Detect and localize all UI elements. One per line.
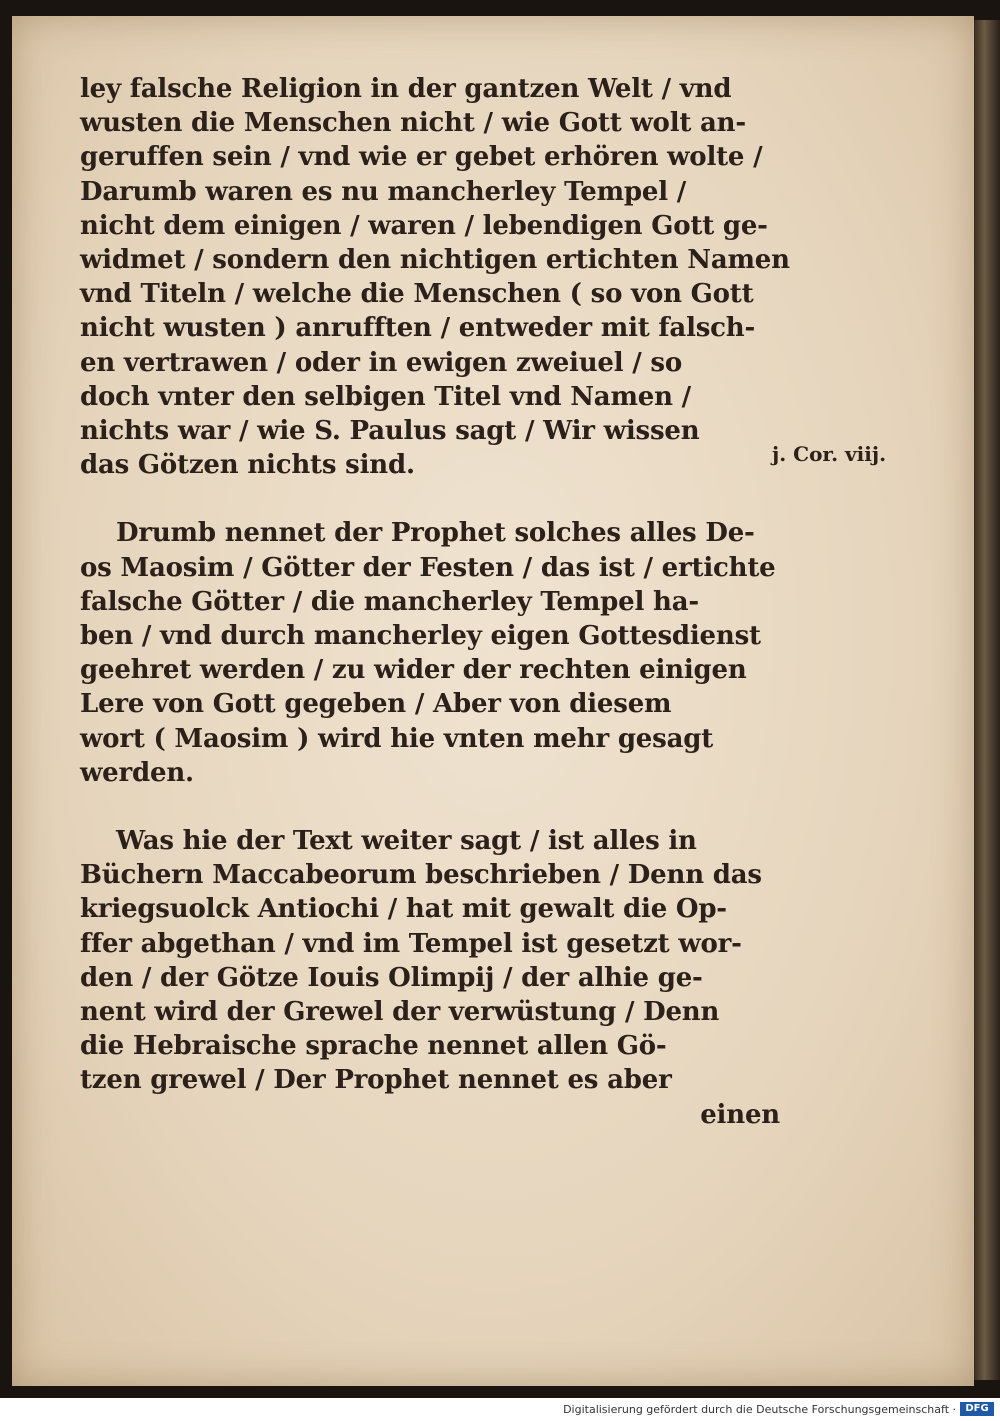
- text-line: werden.: [80, 757, 194, 788]
- paragraph-1: [80, 72, 790, 482]
- text-line: das Götzen nichts sind.: [80, 450, 415, 481]
- footer-bar: [0, 1398, 1000, 1421]
- text-line: Lere von Gott gegeben / Aber von diesem: [80, 689, 672, 720]
- text-line: Drumb nennet der Prophet solches alles De-: [116, 518, 755, 549]
- page-body: [80, 72, 790, 1132]
- text-line: nent wird der Grewel der verwüstung / Denn: [80, 997, 720, 1028]
- text-line: ffer abgethan / vnd im Tempel ist gesetzt wor-: [80, 928, 742, 959]
- text-line: Was hie der Text weiter sagt / ist alles in: [116, 826, 697, 857]
- text-line: geehret werden / zu wider der rechten einigen: [80, 655, 747, 686]
- text-line: nichts war / wie S. Paulus sagt / Wir wissen: [80, 416, 700, 447]
- text-line: geruffen sein / vnd wie er gebet erhören wolte /: [80, 142, 763, 173]
- paragraph-3: [80, 824, 780, 1132]
- text-line: kriegsuolck Antiochi / hat mit gewalt die Op-: [80, 894, 727, 925]
- text-line: wort ( Maosim ) wird hie vnten mehr gesagt: [80, 723, 714, 754]
- text-line: widmet / sondern den nichtigen ertichten Namen: [80, 245, 790, 276]
- text-line: en vertrawen / oder in ewigen zweiuel / so: [80, 347, 683, 378]
- text-line: vnd Titeln / welche die Menschen ( so von Gott: [80, 279, 754, 310]
- book-edge: [974, 20, 1000, 1380]
- text-line: nicht dem einigen / waren / lebendigen Gott ge-: [80, 210, 768, 241]
- text-line: wusten die Menschen nicht / wie Gott wolt an-: [80, 108, 746, 139]
- catchword: einen: [700, 1099, 780, 1130]
- paragraph-2: [80, 516, 780, 790]
- dfg-logo: DFG: [960, 1402, 994, 1416]
- text-line: ley falsche Religion in der gantzen Welt / vnd: [80, 74, 732, 104]
- text-line: nicht wusten ) anrufften / entweder mit falsch-: [80, 313, 756, 344]
- text-line: den / der Götze Iouis Olimpij / der alhie ge-: [80, 962, 703, 993]
- text-line: die Hebraische sprache nennet allen Gö-: [80, 1031, 667, 1062]
- marginal-note: j. Cor. viij.: [772, 442, 887, 466]
- text-line: Darumb waren es nu mancherley Tempel /: [80, 176, 687, 207]
- text-line: ben / vnd durch mancherley eigen Gottesdienst: [80, 621, 761, 652]
- text-line: doch vnter den selbigen Titel vnd Namen /: [80, 381, 691, 412]
- text-line: os Maosim / Götter der Festen / das ist / ertichte: [80, 552, 776, 583]
- text-line: tzen grewel / Der Prophet nennet es aber: [80, 1065, 672, 1096]
- text-line: falsche Götter / die mancherley Tempel ha-: [80, 586, 699, 617]
- text-line: Büchern Maccabeorum beschrieben / Denn das: [80, 860, 762, 891]
- funding-credit: Digitalisierung gefördert durch die Deutsche Forschungsgemeinschaft ·: [563, 1403, 956, 1416]
